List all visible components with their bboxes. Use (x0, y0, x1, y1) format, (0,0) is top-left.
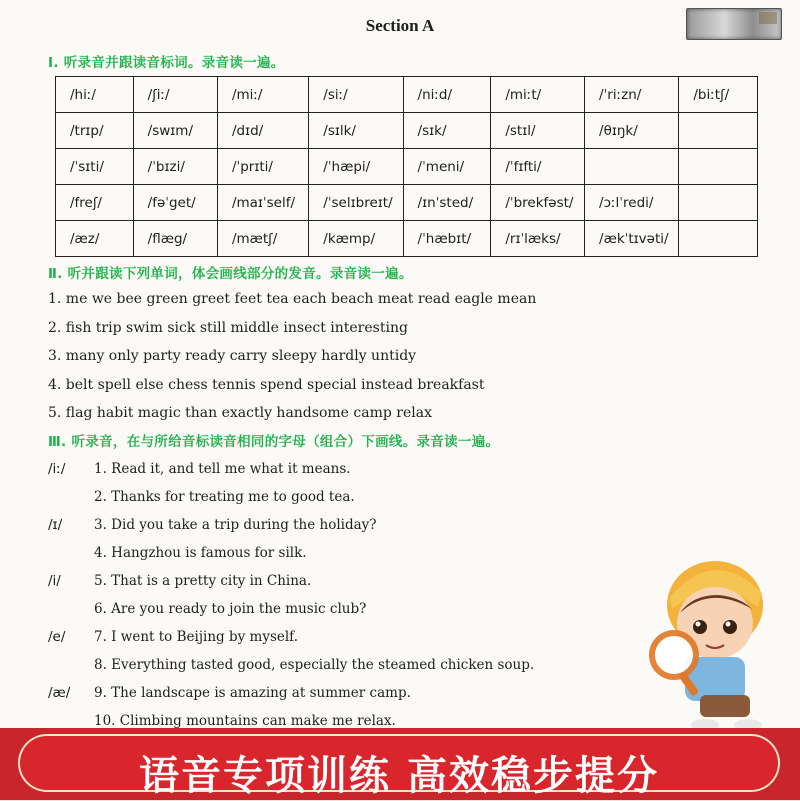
phonetic-cell (679, 149, 758, 185)
phonetic-cell (585, 149, 679, 185)
sentence-text: 8. Everything tasted good, especially the steamed chicken soup. (94, 657, 535, 673)
sentence-row (48, 514, 608, 542)
phonetic-cell: /ˈhæpi/ (309, 149, 403, 185)
phonetic-cell: /ˈmeni/ (403, 149, 491, 185)
phonetic-cell: /ʃiː/ (133, 77, 217, 113)
phonetic-cell: /ˈselɪbreɪt/ (309, 185, 403, 221)
phonetic-cell: /ɔːlˈredi/ (585, 185, 679, 221)
phonetic-cell: /ˈbɪzi/ (133, 149, 217, 185)
phoneme-label: /æ/ (48, 685, 71, 701)
phonetic-cell: /maɪˈself/ (217, 185, 308, 221)
phonetic-cell: /freʃ/ (56, 185, 134, 221)
list-item: 3. many only party ready carry sleepy hardly untidy (48, 348, 417, 364)
sentence-row (48, 710, 608, 728)
sentence-text: 3. Did you take a trip during the holiday? (94, 517, 377, 533)
phoneme-label: /i/ (48, 573, 61, 589)
sentence-list (48, 458, 608, 728)
sentence-row (48, 542, 608, 570)
phonetic-cell: /niːd/ (403, 77, 491, 113)
phonetic-cell: /siː/ (309, 77, 403, 113)
table-row (56, 221, 758, 257)
phonetic-cell: /ækˈtɪvəti/ (585, 221, 679, 257)
phonetic-cell: /miː/ (217, 77, 308, 113)
phonetic-cell: /trɪp/ (56, 113, 134, 149)
word-list (48, 288, 536, 431)
banner-text: 语音专项训练 高效稳步提分 (139, 753, 659, 799)
sentence-text: 7. I went to Beijing by myself. (94, 629, 298, 645)
phonetic-cell: /flæg/ (133, 221, 217, 257)
phonetic-cell: /ˈprɪti/ (217, 149, 308, 185)
phoneme-label: /iː/ (48, 461, 66, 477)
phonetic-cell: /miːt/ (491, 77, 585, 113)
table-row (56, 113, 758, 149)
banner-pill (18, 734, 780, 799)
sentence-text: 1. Read it, and tell me what it means. (94, 461, 351, 477)
sentence-row (48, 486, 608, 514)
heading-part-2: Ⅱ. 听并跟读下列单词，体会画线部分的发音。录音读一遍。 (48, 266, 413, 282)
phonetic-cell: /dɪd/ (217, 113, 308, 149)
sentence-row (48, 458, 608, 486)
phonetic-cell: /swɪm/ (133, 113, 217, 149)
sentence-text: 6. Are you ready to join the music club? (94, 601, 367, 617)
phonetic-cell: /ˈsɪti/ (56, 149, 134, 185)
phonetic-cell: /biːtʃ/ (679, 77, 758, 113)
sentence-row (48, 682, 608, 710)
sentence-text: 2. Thanks for treating me to good tea. (94, 489, 355, 505)
phonetic-cell: /stɪl/ (491, 113, 585, 149)
table-row (56, 149, 758, 185)
phonetic-cell: /sɪlk/ (309, 113, 403, 149)
list-item: 2. fish trip swim sick still middle insect interesting (48, 319, 408, 336)
phonetic-table (55, 76, 758, 257)
table-row (56, 77, 758, 113)
phonetic-cell (679, 113, 758, 149)
sentence-row (48, 626, 608, 654)
phoneme-label: /ɪ/ (48, 517, 63, 533)
phonetic-cell: /hiː/ (56, 77, 134, 113)
list-item: 5. flag habit magic than exactly handsome camp relax (48, 405, 432, 421)
phonetic-cell: /fəˈget/ (133, 185, 217, 221)
phonetic-cell: /æz/ (56, 221, 134, 257)
heading-part-3: Ⅲ. 听录音，在与所给音标读音相同的字母（组合）下画线。录音读一遍。 (48, 434, 500, 450)
corner-label-image (686, 8, 782, 40)
phonetic-cell: /θɪŋk/ (585, 113, 679, 149)
phonetic-cell: /sɪk/ (403, 113, 491, 149)
phonetic-cell (679, 185, 758, 221)
sentence-text: 4. Hangzhou is famous for silk. (94, 545, 307, 561)
phonetic-cell: /rɪˈlæks/ (491, 221, 585, 257)
sentence-text: 10. Climbing mountains can make me relax. (94, 713, 396, 728)
sentence-row (48, 598, 608, 626)
phonetic-cell: /ˈbrekfəst/ (491, 185, 585, 221)
cartoon-boy-illustration (640, 535, 790, 728)
section-title: Section A (365, 16, 435, 35)
sentence-row (48, 654, 608, 682)
phonetic-cell: /ɪnˈsted/ (403, 185, 491, 221)
phonetic-cell: /ˈfɪfti/ (491, 149, 585, 185)
phonetic-cell: /ˈriːzn/ (585, 77, 679, 113)
list-item: 1. me we bee green greet feet tea each beach meat read eagle mean (48, 291, 537, 307)
list-item: 4. belt spell else chess tennis spend special instead breakfast (48, 376, 485, 393)
phonetic-cell: /mætʃ/ (217, 221, 308, 257)
sentence-row (48, 570, 608, 598)
sentence-text: 9. The landscape is amazing at summer camp. (94, 685, 411, 701)
phonetic-cell: /kæmp/ (309, 221, 403, 257)
promo-banner (0, 728, 800, 800)
heading-part-1: Ⅰ. 听录音并跟读音标词。录音读一遍。 (48, 55, 285, 71)
sentence-text: 5. That is a pretty city in China. (94, 573, 312, 589)
phonetic-cell: /ˈhæbɪt/ (403, 221, 491, 257)
phoneme-label: /e/ (48, 629, 66, 645)
phonetic-cell (679, 221, 758, 257)
table-row (56, 185, 758, 221)
